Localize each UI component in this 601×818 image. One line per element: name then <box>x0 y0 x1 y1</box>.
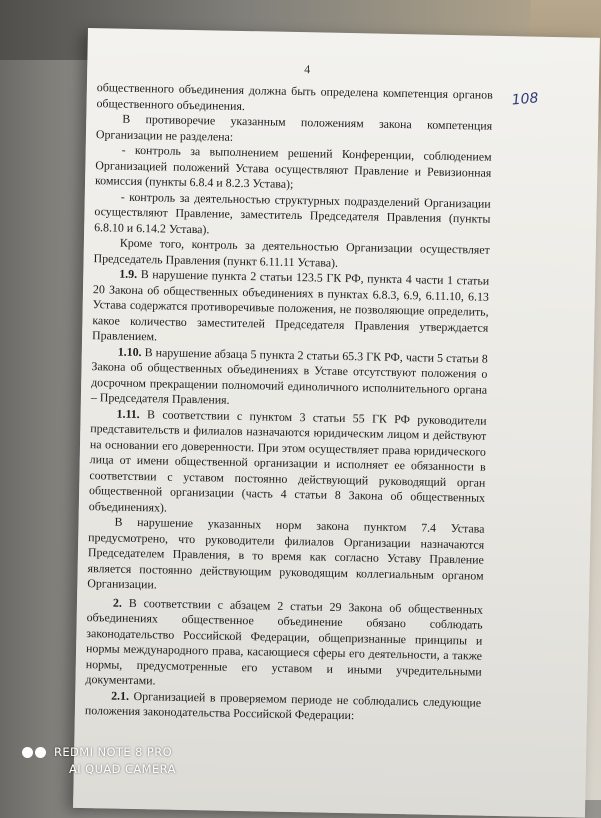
watermark-device: REDMI NOTE 8 PRO <box>54 745 173 759</box>
section-number: 1.10. <box>117 344 142 359</box>
section-number: 2.1. <box>111 688 130 703</box>
paragraph: Кроме того, контроль за деятельностью Организации осуществляет Председатель Правления (пункт 6.11.11 Устава). <box>93 235 490 270</box>
paragraph: - контроль за деятельностью структурных подразделений Организации осуществляют Правление, заместитель Председателя Правления (пункты 6.8.10 и 6.14.2 Устава). <box>94 189 491 236</box>
document-page <box>73 28 600 818</box>
paragraph-1-11: 1.11. В соответствии с пунктом 3 статьи 55 ГК РФ руководители представительств и филиалов назначаются юридическим лицом и действуют на основании его доверенности. При этом осуществляет права юридического лица от имени общественной организации и исполняет ее обязанности в соответствии с уставом постоянно действующий руководящий орган общественной организации (часть 4 статьи 8 Закона об общественных объединениях). <box>88 406 487 515</box>
watermark-camera: AI QUAD CAMERA <box>69 762 176 776</box>
paragraph-2: 2. В соответствии с абзацем 2 статьи 29 Закона об общественных объединениях общественное объединение обязано соблюдать законодательство Российской Федерации, общепризнанные принципы и нормы международного права, касающиеся сферы его деятельности, а также нормы, предусмотренные его уставом и иными учредительными документами. <box>85 595 484 688</box>
paragraph: В нарушение указанных норм закона пунктом 7.4 Устава предусмотрено, что руководители филиалов Организации назначаются Председателем Правления, в то время как согласно Уставу Правление является постоянно действующим руководящим коллегиальным органом Организации. <box>87 514 485 592</box>
paragraph: - контроль за выполнением решений Конференции, соблюдением Организацией положений Устава осуществляют Правление и Ревизионная комиссия (пункты 6.8.4 и 8.2.3 Устава); <box>94 142 492 191</box>
paragraph-1-9: 1.9. В нарушение пункта 2 статьи 123.5 ГК РФ, пункта 4 части 1 статьи 20 Закона об общественных объединениях в пунктах 6.8.3, 6.9, 6.11.10, 6.13 Устава содержатся противоречивые положения, не позволяющие определить, какое количество заместителей Председателя Правления утверждается Правлением. <box>91 266 490 344</box>
document-body <box>85 80 493 726</box>
page-number: 4 <box>304 62 311 77</box>
camera-logo-icon <box>22 747 46 758</box>
paragraph: общественного объединения должна быть определена компетенция органов общественного объединения. <box>96 80 493 113</box>
section-number: 1.9. <box>119 266 138 281</box>
handwritten-page-number: 108 <box>511 90 540 109</box>
section-number: 1.11. <box>116 406 140 421</box>
paragraph-1-10: 1.10. В нарушение абзаца 5 пункта 2 статьи 65.3 ГК РФ, части 5 статьи 8 Закона об общественных объединениях в Уставе отсутствуют положения о досрочном прекращении полномочий единоличного исполнительного органа – Председателя Правления. <box>90 344 488 407</box>
paragraph-2-1: 2.1. Организацией в проверяемом периоде не соблюдались следующие положения законодательства Российской Федерации: <box>84 688 482 723</box>
paragraph: В противоречие указанным положениям закона компетенция Организации не разделена: <box>95 111 493 144</box>
camera-watermark <box>22 744 176 778</box>
section-number: 2. <box>112 595 123 610</box>
